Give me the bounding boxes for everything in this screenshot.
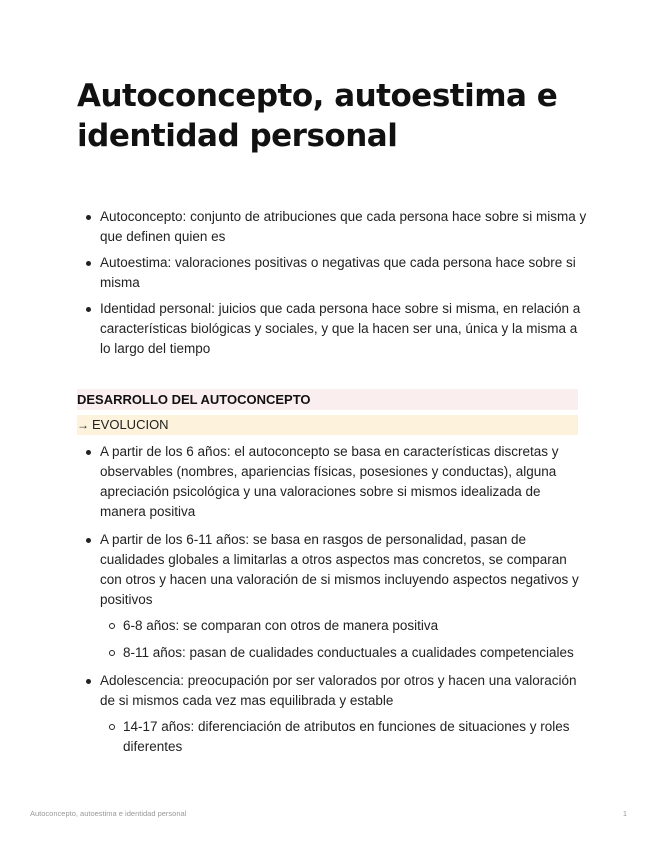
subsection-heading-label: EVOLUCION [92,417,169,432]
section-heading: DESARROLLO DEL AUTOCONCEPTO [77,389,578,410]
sub-item-14-17-anos: 14-17 años: diferenciación de atributos en funciones de situaciones y roles diferentes [100,717,587,757]
list-item-identidad-personal: Identidad personal: juicios que cada persona hace sobre si misma, en relación a características biológicas y sociales, y que la hacen ser una, única y la misma a lo largo del tiempo [77,299,587,359]
list-item-autoestima: Autoestima: valoraciones positivas o negativas que cada persona hace sobre si misma [77,253,587,293]
list-item-6-11-anos [77,530,587,663]
sub-list [100,616,587,663]
footer-page-number: 1 [622,809,627,818]
arrow-right-icon: → [77,418,89,432]
list-item-adolescencia [77,671,587,757]
intro-list [77,207,587,365]
development-list [77,442,587,765]
list-item-text: Adolescencia: preocupación por ser valorados por otros y hacen una valoración de si mismos cada vez mas equilibrada y estable [100,673,577,708]
footer-doc-name: Autoconcepto, autoestima e identidad personal [30,809,187,818]
sub-item-8-11-anos: 8-11 años: pasan de cualidades conductuales a cualidades competenciales [100,643,587,663]
subsection-heading [77,415,578,435]
sub-item-6-8-anos: 6-8 años: se comparan con otros de manera positiva [100,616,587,636]
sub-list [100,717,587,757]
list-item-text: A partir de los 6-11 años: se basa en rasgos de personalidad, pasan de cualidades globales a limitarlas a otros aspectos mas concretos, se comparan con otros y hacen una valoración de si mismos incluyendo aspectos negativos y positivos [100,532,579,607]
list-item-6-anos: A partir de los 6 años: el autoconcepto se basa en características discretas y observables (nombres, apariencias físicas, posesiones y conductas), alguna apreciación psicológica y una valoraciones sobre si mismos idealizada de manera positiva [77,442,587,522]
list-item-autoconcepto: Autoconcepto: conjunto de atribuciones que cada persona hace sobre si misma y que definen quien es [77,207,587,247]
page-title: Autoconcepto, autoestima e identidad personal [77,78,558,154]
